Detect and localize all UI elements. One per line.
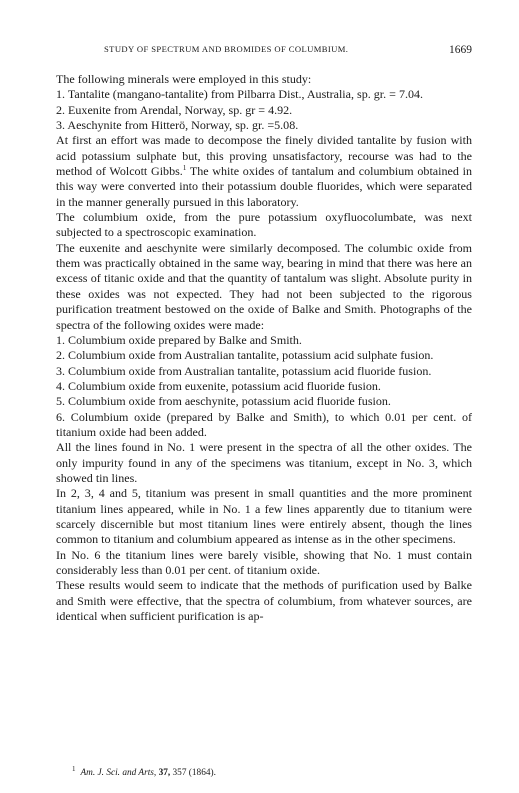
paragraph: These results would seem to indicate that the methods of purification used by Balke and Smith were effective, that the spectra of columbium, from whatever sources, are identical when sufficient purification is ap-	[56, 578, 472, 624]
footnote-reference: 1	[182, 164, 187, 173]
list-item: 4. Columbium oxide from euxenite, potassium acid fluoride fusion.	[56, 378, 381, 393]
paragraph	[56, 133, 472, 210]
page-header	[56, 44, 472, 60]
body-text	[56, 72, 472, 624]
list-item: 2. Euxenite from Arendal, Norway, sp. gr = 4.92.	[56, 102, 293, 117]
paragraph: All the lines found in No. 1 were present in the spectra of all the other oxides. The only impurity found in any of the specimens was titanium, except in No. 3, which showed tin lines.	[56, 440, 472, 485]
footnote-volume: 37,	[158, 768, 171, 779]
paragraph: The euxenite and aeschynite were similarly decomposed. The columbic oxide from them was practically obtained in the same way, bearing in mind that there was here an excess of titanic oxide and that the quantity of tantalum was slight. Absolute purity in these oxides was not expected. They had not been subjected to the rigorous purification treatment bestowed on the oxide of Balke and Smith. Photographs of the spectra of the following oxides were made:	[56, 240, 472, 332]
list-item: 5. Columbium oxide from aeschynite, potassium acid fluoride fusion.	[56, 394, 391, 409]
list-item: 3. Columbium oxide from Australian tantalite, potassium acid fluoride fusion.	[56, 363, 432, 378]
paragraph-text: At first an effort was made to decompose the finely divided tantalite by fusion with acid potassium sulphate but, this proving unsatisfactory, recourse was had to the method of Wolcott Gibbs.	[56, 133, 472, 179]
list-item: 2. Columbium oxide from Australian tantalite, potassium acid sulphate fusion.	[56, 348, 434, 363]
page-number: 1669	[449, 44, 472, 56]
footnote	[56, 763, 472, 779]
paragraph-text: The white oxides of tantalum and columbium obtained in this way were converted into their potassium double fluorides, which were separated in the manner generally pursued in this laboratory.	[56, 164, 472, 209]
list-item: 1. Tantalite (mangano-tantalite) from Pilbarra Dist., Australia, sp. gr. = 7.04.	[56, 87, 424, 102]
footnote-mark: 1	[72, 765, 76, 773]
paragraph: In 2, 3, 4 and 5, titanium was present in small quantities and the more prominent titanium lines appeared, while in No. 1 a few lines apparently due to titanium were scarcely discernible but most titanium lines were entirely absent, though the lines common to titanium and columbium appeared as intense as in the other specimens.	[56, 486, 472, 547]
list-item: 1. Columbium oxide prepared by Balke and Smith.	[56, 332, 302, 347]
running-head: STUDY OF SPECTRUM AND BROMIDES OF COLUMBIUM.	[104, 44, 349, 54]
list-item: 3. Aeschynite from Hitterö, Norway, sp. gr. =5.08.	[56, 118, 299, 133]
list-item: 6. Columbium oxide (prepared by Balke and Smith), to which 0.01 per cent. of titanium oxide had been added.	[56, 409, 472, 439]
footnote-journal: Am. J. Sci. and Arts,	[80, 768, 157, 779]
paragraph: The following minerals were employed in this study:	[56, 72, 312, 86]
paragraph: The columbium oxide, from the pure potassium oxyfluocolumbate, was next subjected to a spectroscopic examination.	[56, 210, 472, 240]
footnote-citation: 357 (1864).	[172, 768, 216, 779]
paragraph: In No. 6 the titanium lines were barely visible, showing that No. 1 must contain considerably less than 0.01 per cent. of titanium oxide.	[56, 547, 472, 577]
